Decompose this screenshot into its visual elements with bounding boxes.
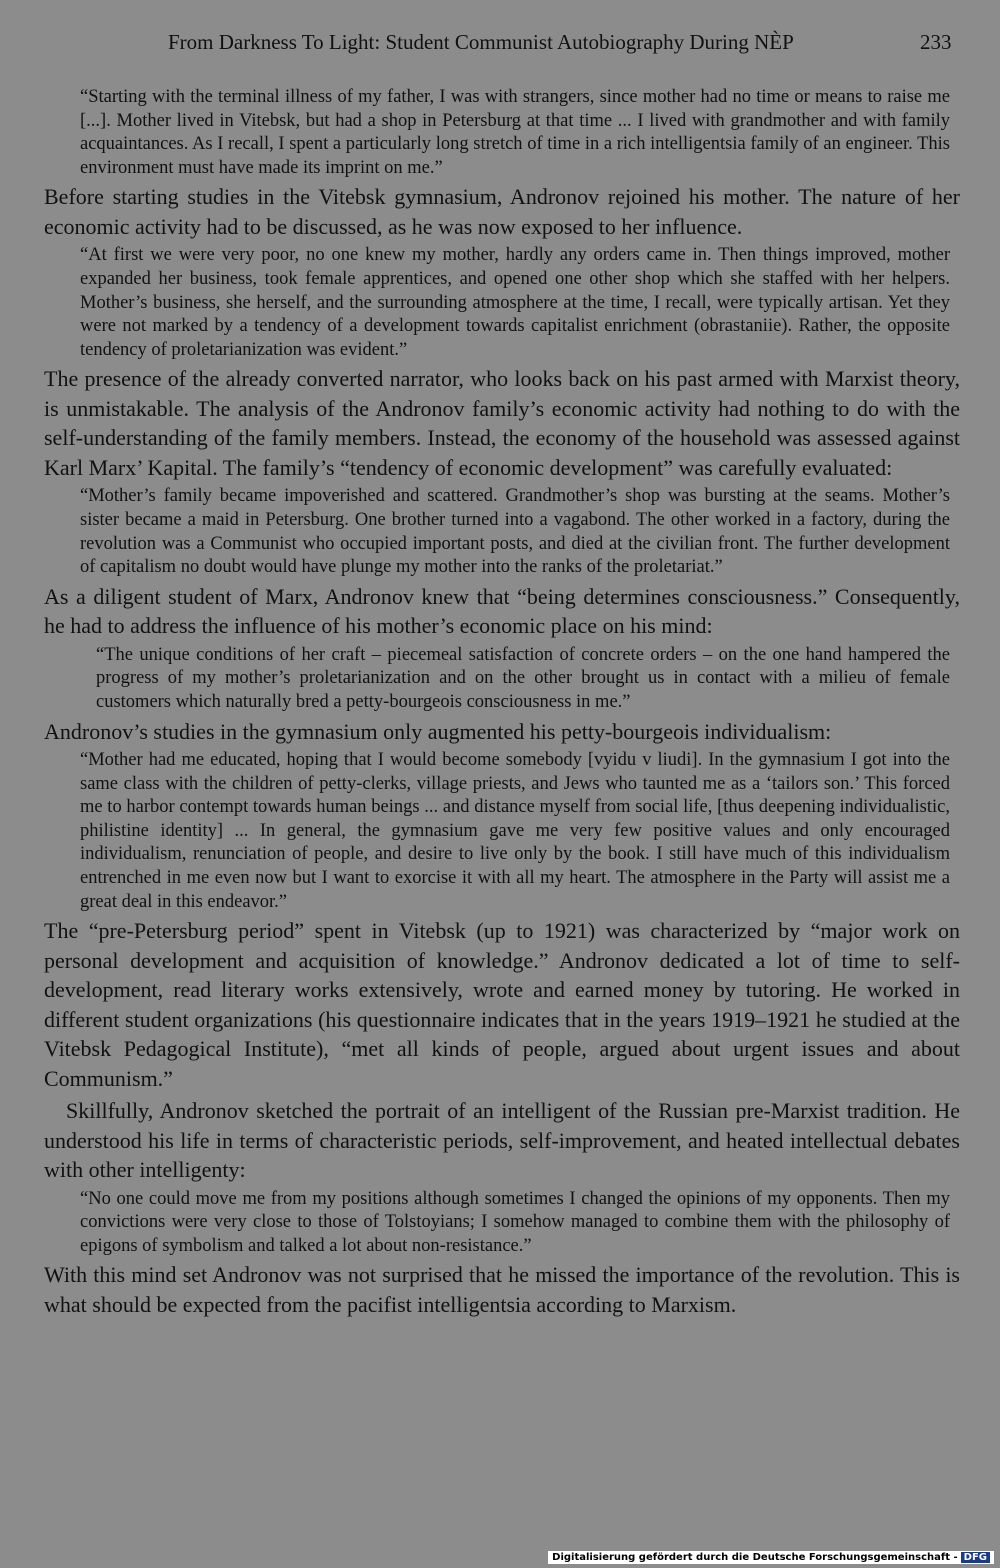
paragraph: With this mind set Andronov was not surprised that he missed the importance of the revolution. This is what should be expected from the pacifist intelligentsia according to Marxism. [44,1262,960,1317]
paragraph: The “pre-Petersburg period” spent in Vitebsk (up to 1921) was characterized by “major work on personal development and acquisition of knowledge.” Andronov dedicated a lot of time to self-development, read literary works extensively, wrote and earned money by tutoring. He worked in different student organizations (his questionnaire indicates that in the years 1919–1921 he studied at the Vitebsk Pedagogical Institute), “met all kinds of people, argued about urgent issues and about Communism.” [44,918,960,1091]
body-text [44,86,960,1322]
footer-text: Digitalisierung gefördert durch die Deutsche Forschungsgemeinschaft - [552,1552,958,1563]
dfg-logo: DFG [961,1552,990,1563]
page-header [0,30,1000,60]
block-quote: “Starting with the terminal illness of my father, I was with strangers, since mother had no time or means to raise me [...]. Mother lived in Vitebsk, but had a shop in Petersburg at that time ... I lived with grandmother and with family acquaintances. As I recall, I spent a particularly long stretch of time in a rich intelligentsia family of an engineer. This environment must have made its imprint on me.” [80,87,950,178]
running-title: From Darkness To Light: Student Communist Autobiography During NÈP [168,30,794,54]
paragraph: Andronov’s studies in the gymnasium only augmented his petty-bourgeois individualism: [44,718,832,744]
block-quote: “The unique conditions of her craft – piecemeal satisfaction of concrete orders – on the one hand hampered the progress of my mother’s proletarianization and on the other brought us in contact with a milieu of female customers which naturally bred a petty-bourgeois consciousness in me.” [96,644,950,712]
block-quote: “No one could move me from my positions although sometimes I changed the opinions of my opponents. Then my convictions were very close to those of Tolstoyians; I somehow managed to combine them with the philosophy of epigons of symbolism and talked a lot about non-resistance.” [80,1188,950,1256]
paragraph: The presence of the already converted narrator, who looks back on his past armed with Marxist theory, is unmistakable. The analysis of the Andronov family’s economic activity had nothing to do with the self-understanding of the family members. Instead, the economy of the household was assessed against Karl Marx’ Kapital. The family’s “tendency of economic development” was carefully evaluated: [44,366,960,480]
page-number: 233 [920,30,952,54]
paragraph: As a diligent student of Marx, Andronov knew that “being determines consciousness.” Consequently, he had to address the influence of his mother’s economic place on his mind: [44,583,960,639]
block-quote: “Mother had me educated, hoping that I would become somebody [vyidu v liudi]. In the gymnasium I got into the same class with the children of petty-clerks, village priests, and Jews who taunted me as a ‘tailors son.’ This forced me to harbor contempt towards human beings ... and distance myself from social life, [thus deepening individualistic, philistine identity] ... In general, the gymnasium gave me very few positive values and only encouraged individualism, renunciation of people, and desire to live only by the book. I still have much of this individualism entrenched in me even now but I want to exorcise it with all my heart. The atmosphere in the Party will assist me a great deal in this endeavor.” [80,750,950,912]
block-quote: “At first we were very poor, no one knew my mother, hardly any orders came in. Then things improved, mother expanded her business, took female apprentices, and opened one other shop which she staffed with her helpers. Mother’s business, she herself, and the surrounding atmosphere at the time, I recall, were typically artisan. Yet they were not marked by a tendency of a development towards capitalist enrichment (obrastaniie). Rather, the opposite tendency of proletarianization was evident.” [80,245,950,360]
paragraph: Before starting studies in the Vitebsk gymnasium, Andronov rejoined his mother. The nature of her economic activity had to be discussed, as he was now exposed to her influence. [44,184,960,239]
block-quote: “Mother’s family became impoverished and scattered. Grandmother’s shop was bursting at the seams. Mother’s sister became a maid in Petersburg. One brother turned into a vagabond. The other worked in a factory, during the revolution was a Communist who occupied important posts, and died at the civilian front. The further development of capitalism no doubt would have plunge my mother into the ranks of the proletariat.” [80,486,950,578]
paragraph: Skillfully, Andronov sketched the portrait of an intelligent of the Russian pre-Marxist tradition. He understood his life in terms of characteristic periods, self-improvement, and heated intellectual debates with other intelligenty: [44,1098,960,1183]
digitization-footer [548,1551,994,1564]
